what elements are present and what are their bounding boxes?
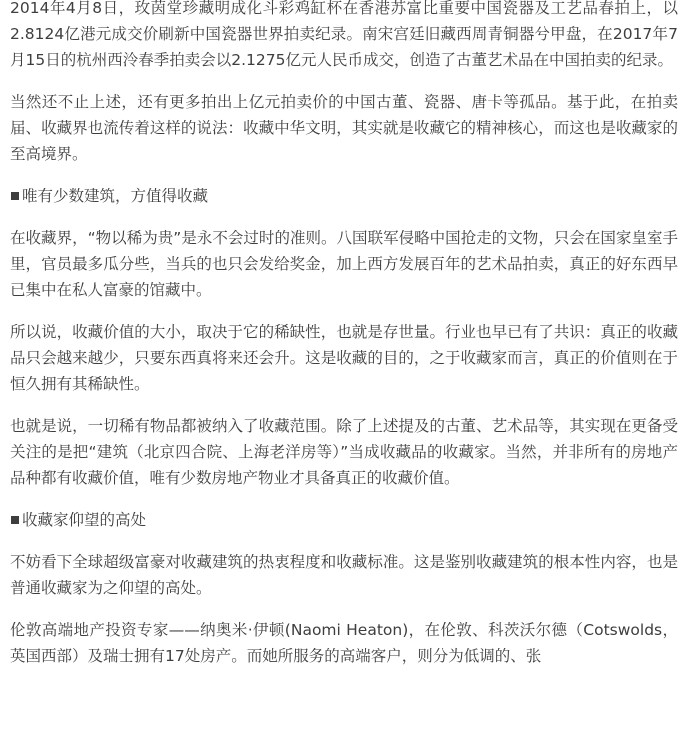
article-body (10, 0, 678, 685)
paragraph-collecting-philosophy: 当然还不止上述，还有更多拍出上亿元拍卖价的中国古董、瓷器、唐卡等孤品。基于此，在拍卖届、收藏界也流传着这样的说法：收藏中华文明，其实就是收藏它的精神核心，而这也是收藏家的至高境界。 (10, 93, 678, 163)
paragraph-building-collection: 也就是说，一切稀有物品都被纳入了收藏范围。除了上述提及的古董、艺术品等，其实现在更备受关注的是把“建筑（北京四合院、上海老洋房等）”当成收藏品的收藏家。当然，并非所有的房地产品种都有收藏价值，唯有少数房地产物业才具备真正的收藏价值。 (10, 417, 678, 487)
square-bullet-icon (11, 192, 19, 200)
paragraph-auction-records: 2014年4月8日，玫茵堂珍藏明成化斗彩鸡缸杯在香港苏富比重要中国瓷器及工艺品春拍上，以2.8124亿港元成交价刷新中国瓷器世界拍卖纪录。南宋宫廷旧藏西周青铜器兮甲盘，在2017年7月15日的杭州西泠春季拍卖会以2.1275亿元人民币成交，创造了古董艺术品在中国拍卖的纪录。 (10, 0, 678, 69)
paragraph-global-standards: 不妨看下全球超级富豪对收藏建筑的热衷程度和收藏标准。这是鉴别收藏建筑的根本性内容，也是普通收藏家为之仰望的高处。 (10, 553, 678, 597)
paragraph-naomi-heaton: 伦敦高端地产投资专家——纳奥米·伊顿(Naomi Heaton)，在伦敦、科茨沃尔德（Cotswolds，英国西部）及瑞士拥有17处房产。而她所服务的高端客户，则分为低调的、张 (10, 621, 678, 665)
section-heading-text: 收藏家仰望的高处 (22, 511, 147, 529)
paragraph-scarcity-principle: 在收藏界，“物以稀为贵”是永不会过时的准则。八国联军侵略中国抢走的文物，只会在国家皇室手里，官员最多瓜分些，当兵的也只会发给奖金，加上西方发展百年的艺术品拍卖，真正的好东西早已集中在私人富豪的馆藏中。 (10, 229, 678, 299)
paragraph-collection-value: 所以说，收藏价值的大小，取决于它的稀缺性，也就是存世量。行业也早已有了共识：真正的收藏品只会越来越少，只要东西真将来还会升。这是收藏的目的，之于收藏家而言，真正的价值则在于恒久拥有其稀缺性。 (10, 323, 678, 393)
section-heading-collector-heights (10, 507, 678, 533)
square-bullet-icon (11, 516, 19, 524)
section-heading-text: 唯有少数建筑，方值得收藏 (22, 187, 209, 205)
section-heading-rare-buildings (10, 183, 678, 209)
